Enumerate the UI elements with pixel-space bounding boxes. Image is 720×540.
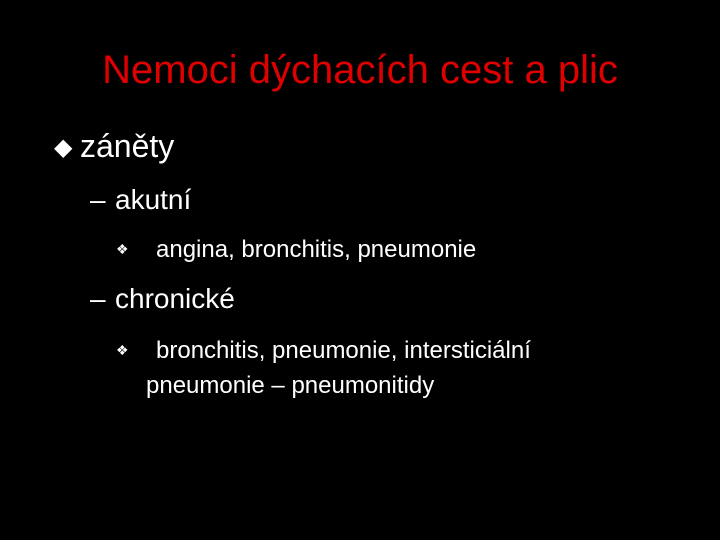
dash-marker: –: [90, 184, 106, 215]
sub-item-chronicke: [90, 282, 235, 316]
sub-item-text: akutní: [115, 184, 192, 215]
bullet-text: záněty: [80, 128, 175, 164]
slide-title: Nemoci dýchacích cest a plic: [102, 48, 618, 92]
sub-sub-item: [116, 234, 476, 265]
sub-sub-item-text: angina, bronchitis, pneumonie: [156, 236, 477, 263]
diamond-bullet-icon: ◆: [54, 134, 73, 161]
four-diamond-bullet-icon: ❖: [116, 342, 129, 358]
four-diamond-bullet-icon: ❖: [116, 241, 129, 257]
sub-sub-item-text: bronchitis, pneumonie, intersticiální: [156, 337, 531, 364]
sub-item-text: chronické: [115, 283, 235, 314]
sub-sub-item: [116, 335, 531, 366]
sub-sub-item-continuation: pneumonie – pneumonitidy: [146, 372, 435, 399]
dash-marker: –: [90, 283, 106, 314]
sub-item-akutni: [90, 183, 191, 217]
bullet-item-zanety: [54, 126, 174, 168]
